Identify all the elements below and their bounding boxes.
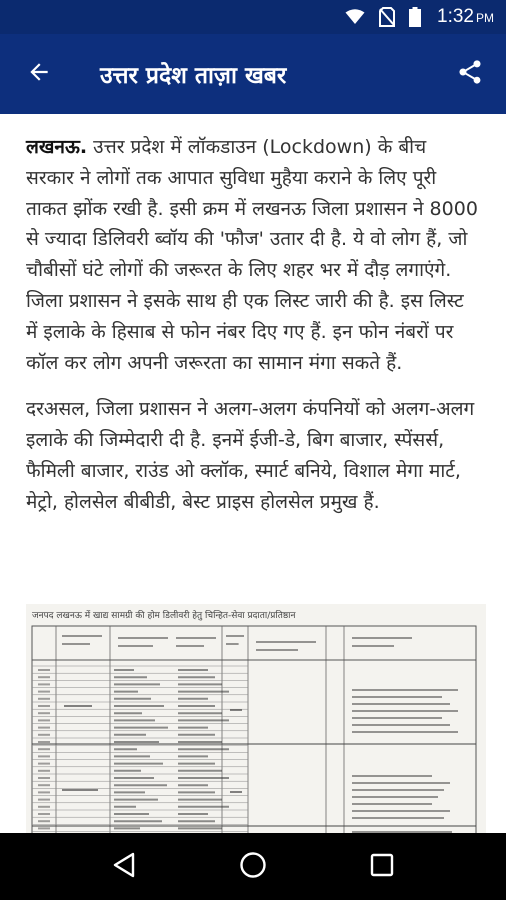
- article-paragraph-1-text: उत्तर प्रदेश में लॉकडाउन (Lockdown) के बीच सरकार ने लोगों तक आपात सुविधा मुहैया कराने के लिए पूरी ताकत झोंक रखी है. इसी क्रम में लखनऊ जिला प्रशासन ने 8000 से ज्यादा डिलिवरी ब्वॉय की 'फौज' उतार दी है. ये वो लोग हैं, जो चौबीसों घंटे लोगों की जरूरत के लिए शहर भर में दौड़ लगाएंगे. जिला प्रशासन ने इसके साथ ही एक लिस्ट जारी की है. इस लिस्ट में इलाके के हिसाब से फोन नंबर दिए गए हैं. इन फोन नंबरों पर कॉल कर लोग अपनी जरूरता का सामान मंगा सकते हैं.: [26, 136, 478, 374]
- home-circle-icon: [239, 851, 267, 883]
- nav-back-button[interactable]: [94, 837, 154, 897]
- status-bar: [0, 0, 506, 34]
- nav-recents-button[interactable]: [352, 837, 412, 897]
- article-paragraph-1: [26, 132, 480, 378]
- app-bar: [0, 34, 506, 114]
- nav-home-button[interactable]: [223, 837, 283, 897]
- clock-time: 1:32: [437, 6, 474, 27]
- back-button[interactable]: [0, 34, 78, 114]
- back-triangle-icon: [112, 852, 136, 882]
- page-title: उत्तर प्रदेश ताज़ा खबर: [100, 63, 287, 89]
- document-image: [26, 604, 486, 844]
- share-button[interactable]: [434, 34, 506, 114]
- battery-icon: [409, 7, 421, 27]
- document-heading: जनपद लखनऊ में खाद्य सामग्री की होम डिलीवरी हेतु चिन्हित-सेवा प्रदाता/प्रतिष्ठान: [32, 611, 296, 621]
- share-icon: [456, 58, 484, 90]
- system-nav-bar: [0, 833, 506, 900]
- recents-square-icon: [370, 853, 394, 881]
- no-sim-icon: [379, 7, 395, 27]
- clock: [437, 6, 494, 28]
- article-dateline: लखनऊ.: [26, 136, 88, 158]
- document-table-graphic: [26, 604, 486, 844]
- article-paragraph-2: दरअसल, जिला प्रशासन ने अलग-अलग कंपनियों को अलग-अलग इलाके की जिम्मेदारी दी है. इनमें ईजी-डे, बिग बाजार, स्पेंसर्स, फैमिली बाजार, राउंड ओ क्लॉक, स्मार्ट बनिये, विशाल मेगा मार्ट, मेट्रो, होलसेल बीबीडी, बेस्ट प्राइस होलसेल प्रमुख हैं.: [26, 398, 475, 513]
- clock-ampm: PM: [476, 11, 494, 25]
- wifi-icon: [345, 9, 365, 25]
- arrow-back-icon: [26, 59, 52, 89]
